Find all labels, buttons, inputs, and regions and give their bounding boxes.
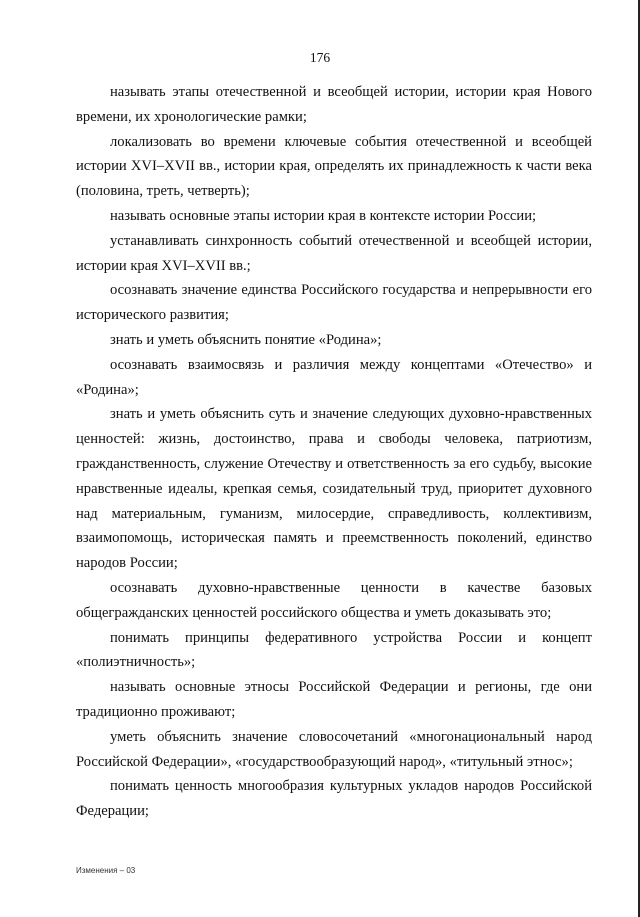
paragraph: уметь объяснить значение словосочетаний «многонациональный народ Российской Федерации», «государствообразующий народ», «титульный этнос»;	[76, 728, 592, 770]
paragraph: устанавливать синхронность событий отечественной и всеобщей истории, истории края XVI–XVII вв.;	[76, 232, 592, 274]
paragraph: называть основные этносы Российской Федерации и регионы, где они традиционно проживают;	[76, 679, 592, 720]
paragraph: понимать ценность многообразия культурных укладов народов Российской Федерации;	[76, 778, 592, 820]
paragraph: знать и уметь объяснить понятие «Родина»;	[110, 331, 382, 348]
paragraph: осознавать взаимосвязь и различия между концептами «Отечество» и «Родина»;	[76, 356, 592, 398]
paragraph: осознавать значение единства Российского государства и непрерывности его исторического развития;	[76, 282, 592, 324]
body-text	[76, 80, 592, 824]
paragraph: называть основные этапы истории края в контексте истории России;	[110, 207, 537, 224]
paragraph: знать и уметь объяснить суть и значение следующих духовно-нравственных ценностей: жизнь, достоинство, права и свободы человека, патриотизм, гражданственность, служение Отечеству и ответственность за его судьбу, высокие нравственные идеалы, крепкая семья, созидательный труд, приоритет духовного над материальным, гуманизм, милосердие, справедливость, коллективизм, взаимопомощь, историческая память и преемственность поколений, единство народов России;	[76, 406, 592, 572]
page-number: 176	[309, 50, 331, 65]
paragraph: осознавать духовно-нравственные ценности в качестве базовых общегражданских ценностей российского общества и уметь доказывать это;	[76, 579, 592, 621]
paragraph: понимать принципы федеративного устройства России и концепт «полиэтничность»;	[76, 629, 592, 671]
paragraph: локализовать во времени ключевые события отечественной и всеобщей истории XVI–XVII вв., истории края, определять их принадлежность к части века (половина, треть, четверть);	[76, 133, 592, 200]
paragraph: называть этапы отечественной и всеобщей истории, истории края Нового времени, их хронологические рамки;	[76, 84, 592, 125]
revision-footer: Изменения – 03	[76, 866, 136, 875]
